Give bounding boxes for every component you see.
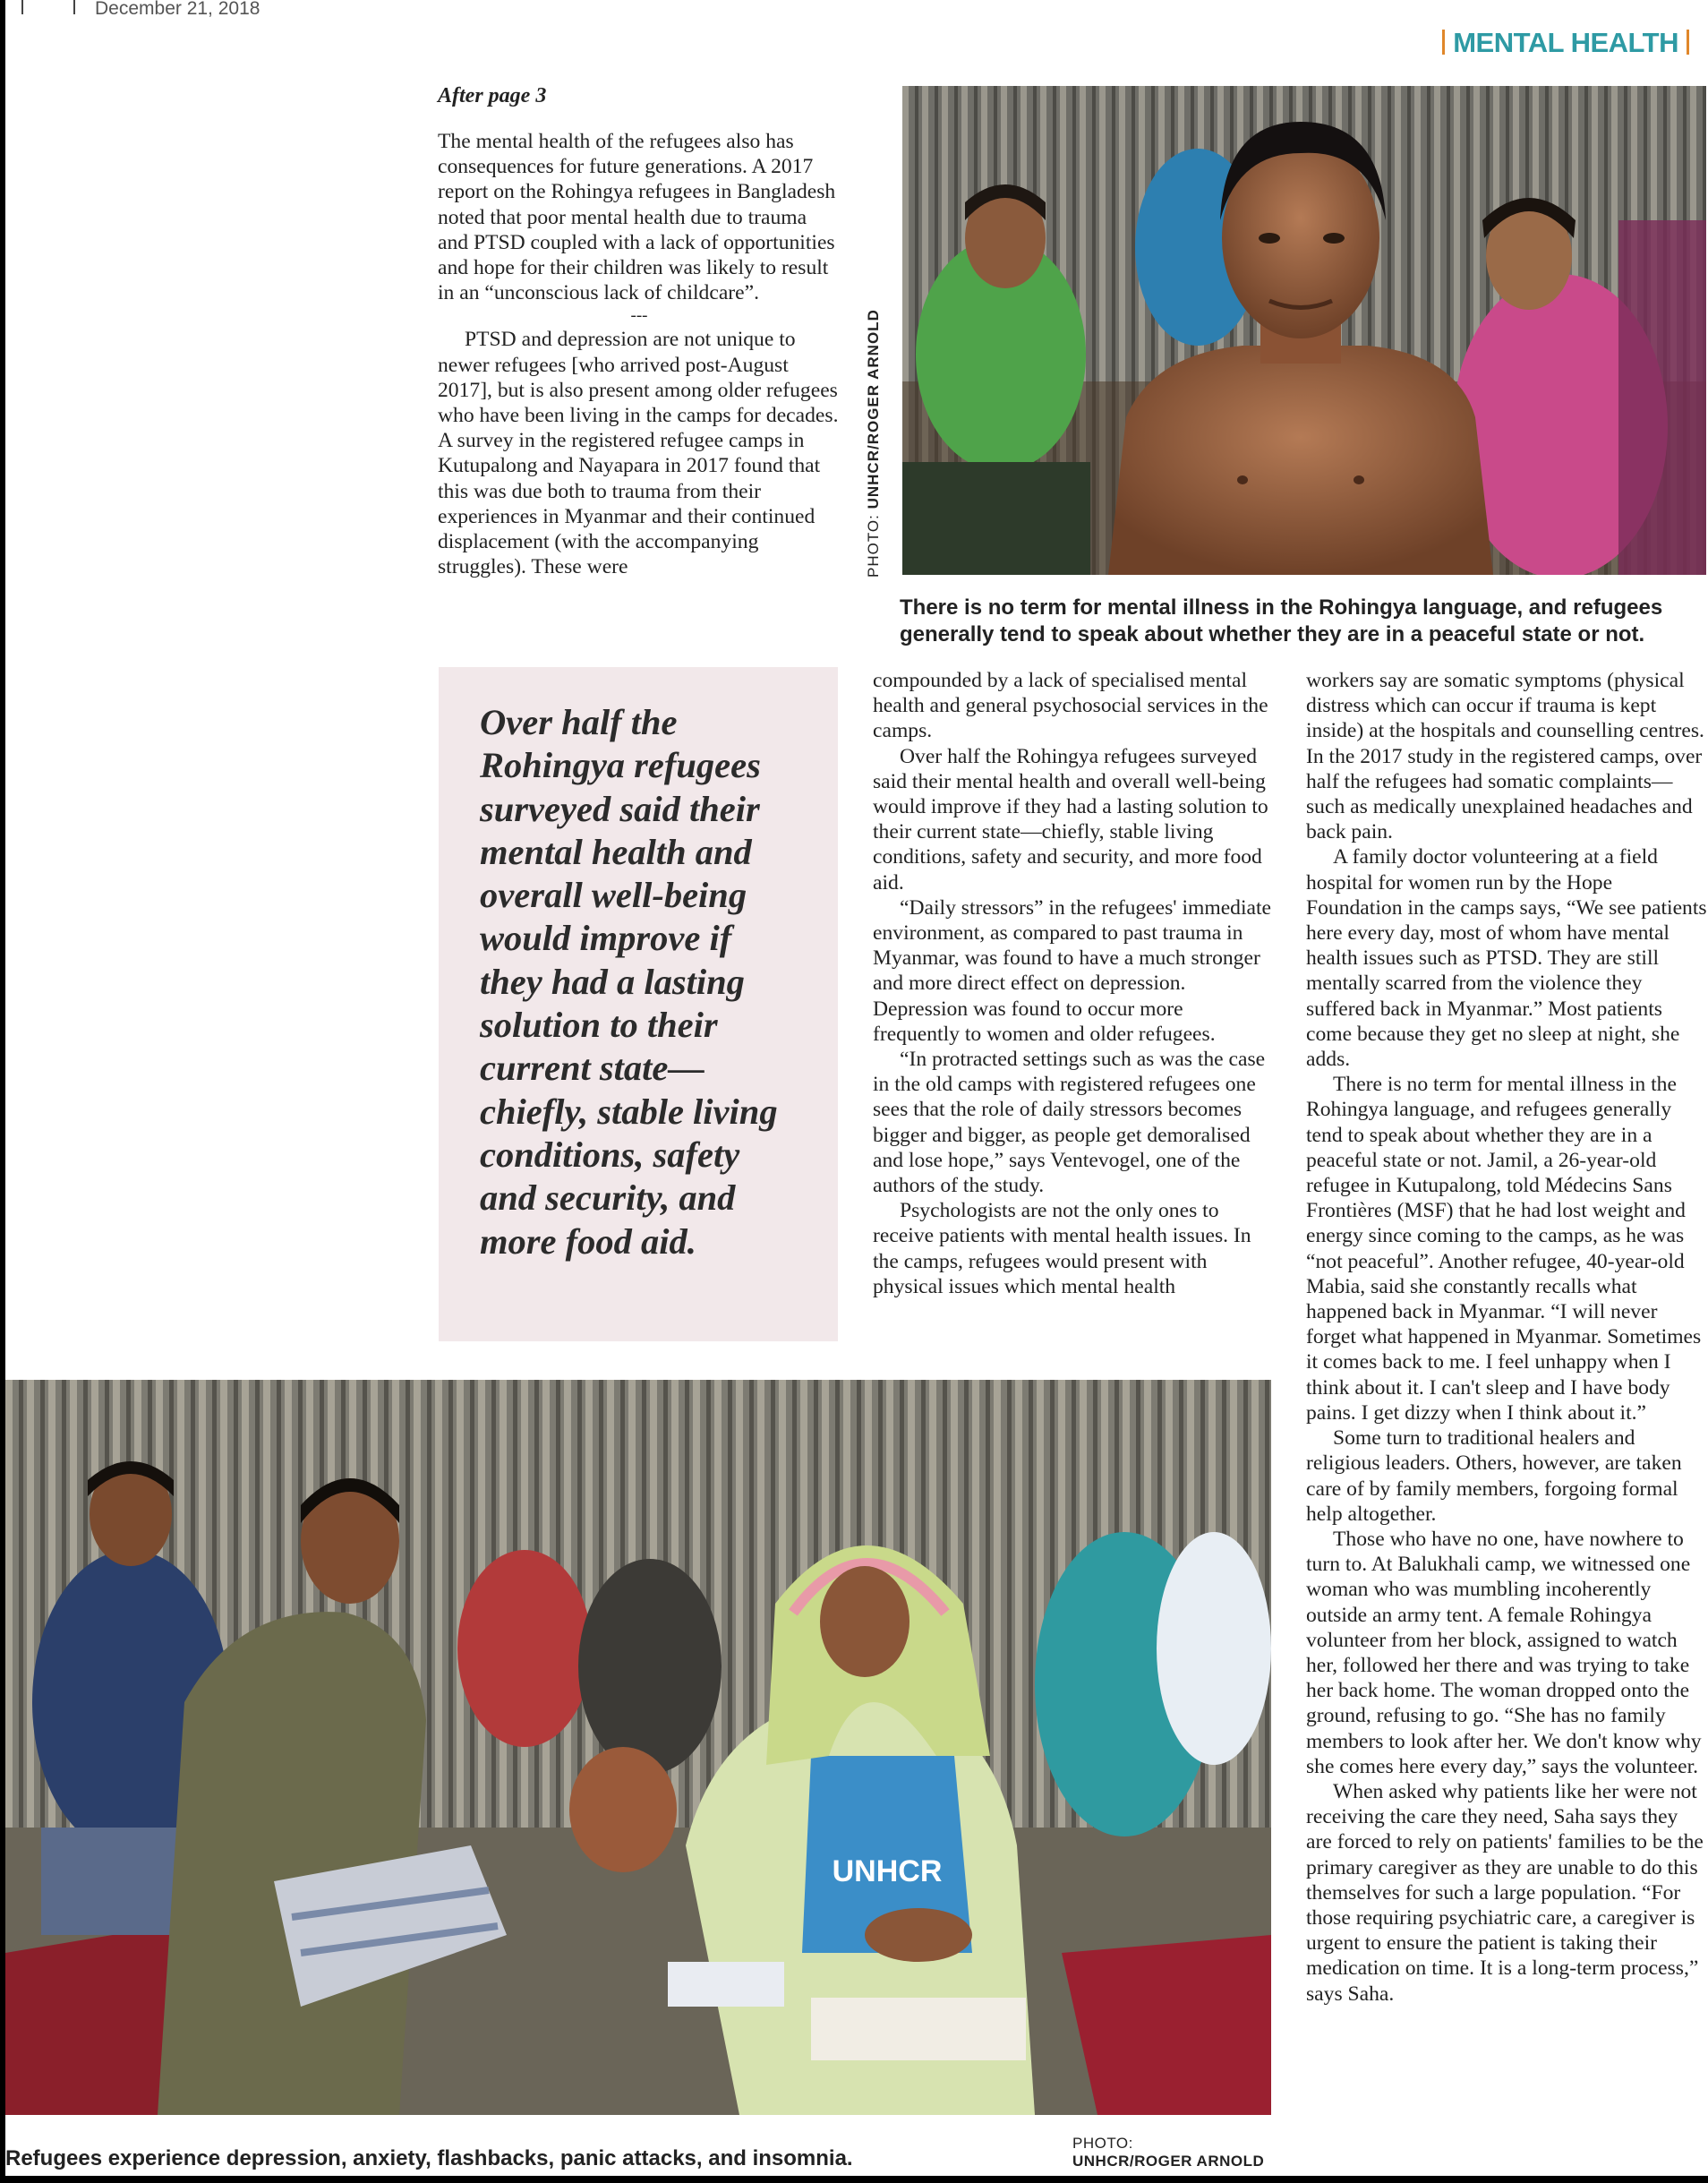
section-bar-right xyxy=(1687,30,1689,55)
paragraph: workers say are somatic symptoms (physical distress which can occur if trauma is kept inside) at the hospitals and counselling centres. In the 2017 study in the registered camps, over half the refugees had somatic complaints—such as medically unexplained headaches and back pain. xyxy=(1306,669,1704,844)
section-bar-left xyxy=(1442,30,1445,55)
paragraph: There is no term for mental illness in the Rohingya language, and refugees generally tend to speak about whether they are in a peaceful state or not. Jamil, a 26-year-old refugee in Kutupalong, told Médecins Sans Frontières (MSF) that he had lost weight and energy since coming to the camps, as he was “not peaceful”. Another refugee, 40-year-old Mabia, said she constantly recalls what happened back in Myanmar. “I will never forget what happened in Myanmar. Sometimes it comes back to me. I feel unhappy when I think about it. I can't sleep and I have body pains. I get dizzy when I think about it.” xyxy=(1306,1073,1702,1425)
page-edge-bottom xyxy=(0,2176,1708,2183)
section-title: MENTAL HEALTH xyxy=(1453,27,1678,58)
paragraph: The mental health of the refugees also has consequences for future generations. A 2017 report on the Rohingya refugees in Bangladesh noted that poor mental health due to trauma and PTSD coupled with a lack of opportunities and hope for their children was likely to result in an “unconscious lack of childcare”. xyxy=(438,130,836,305)
photo-credit-top xyxy=(865,309,883,578)
credit-prefix: PHOTO: xyxy=(865,509,882,578)
credit-name: UNHCR/ROGER ARNOLD xyxy=(865,309,882,509)
issue-date: December 21, 2018 xyxy=(95,0,260,19)
paragraph: When asked why patients like her were not receiving the care they need, Saha says they are forced to rely on patients' families to be the primary caregiver as they are unable to do this themselves for such a large population. “For those requiring psychiatric care, a caregiver is urgent to ensure the patient is taking their medication on time. It is a long-term process,” says Saha. xyxy=(1306,1779,1704,2006)
credit-name: UNHCR/ROGER ARNOLD xyxy=(1072,2153,1265,2170)
paragraph: “Daily stressors” in the refugees' immediate environment, as compared to past trauma in Myanmar, was found to have a much stronger and more direct effect on depression. Depression was found to occur more frequently to women and older refugees. xyxy=(873,895,1272,1046)
paragraph: “In protracted settings such as was the case in the old camps with registered refugees one sees that the role of daily stressors becomes bigger and bigger, as people get demoralised and lose hope,” says Ventevogel, one of the authors of the study. xyxy=(873,1048,1266,1198)
paragraph: Over half the Rohingya refugees surveyed said their mental health and overall well-being would improve if they had a lasting solution to their current state—chiefly, stable living conditions, safety and security, and more food aid. xyxy=(873,744,1268,895)
article-column-1 xyxy=(438,129,841,579)
crop-mark xyxy=(21,0,23,14)
paragraph: Some turn to traditional healers and religious leaders. Others, however, are taken care of by family members, forgoing formal help altogether. xyxy=(1306,1426,1682,1526)
paragraph: Those who have no one, have nowhere to turn to. At Balukhali camp, we witnessed one woman who was mumbling incoherently outside an army tent. A female Rohingya volunteer from her block, assigned to watch her, followed her there and was trying to take her back home. The woman dropped onto the ground, refusing to go. “She has no family members to look after her. We don't know why she comes here every day,” says the volunteer. xyxy=(1306,1527,1702,1778)
credit-prefix: PHOTO: xyxy=(1072,2135,1133,2152)
paragraph: compounded by a lack of specialised mental health and general psychosocial services in the camps. xyxy=(873,669,1268,743)
continued-from-label: After page 3 xyxy=(438,84,547,107)
paragraph: A family doctor volunteering at a field hospital for women run by the Hope Foundation in the camps says, “We see patients here every day, most of whom have mental health issues such as PTSD. They are still mentally scarred from the violence they suffered back in Myanmar.” Most patients come because they get no sleep at night, she adds. xyxy=(1306,845,1707,1072)
photo-caption-top: There is no term for mental illness in the Rohingya language, and refugees generally tend to speak about whether they are in a peaceful state or not. xyxy=(900,595,1663,646)
article-column-3 xyxy=(1306,668,1707,2007)
photo-caption-bottom: Refugees experience depression, anxiety, flashbacks, panic attacks, and insomnia. xyxy=(5,2146,853,2170)
section-separator: --- xyxy=(630,306,648,326)
photo-credit-bottom xyxy=(1072,2135,1264,2170)
article-column-2 xyxy=(873,668,1274,1299)
vest-logo-text: UNHCR xyxy=(832,1854,943,1888)
paragraph: Psychologists are not the only ones to receive patients with mental health issues. In the camps, refugees would present with physical issues which mental health xyxy=(873,1199,1251,1298)
photo-counselling-session xyxy=(5,1380,1271,2115)
photo-refugee-family xyxy=(902,86,1706,575)
pull-quote-text: Over half the Rohingya refugees surveyed said their mental health and overall well-being would improve if they had a lasting solution to their current state—chiefly, stable living conditions, safety and security, and more food aid. xyxy=(480,702,778,1262)
crop-mark xyxy=(73,0,75,14)
pull-quote-box xyxy=(439,667,838,1341)
section-label xyxy=(1434,27,1697,59)
paragraph: PTSD and depression are not unique to newer refugees [who arrived post-August 2017], but is also present among older refugees who have been living in the camps for decades. A survey in the registered refugee camps in Kutupalong and Nayapara in 2017 found that this was due both to trauma from their experiences in Myanmar and their continued displacement (with the accompanying struggles). These were xyxy=(438,328,839,579)
